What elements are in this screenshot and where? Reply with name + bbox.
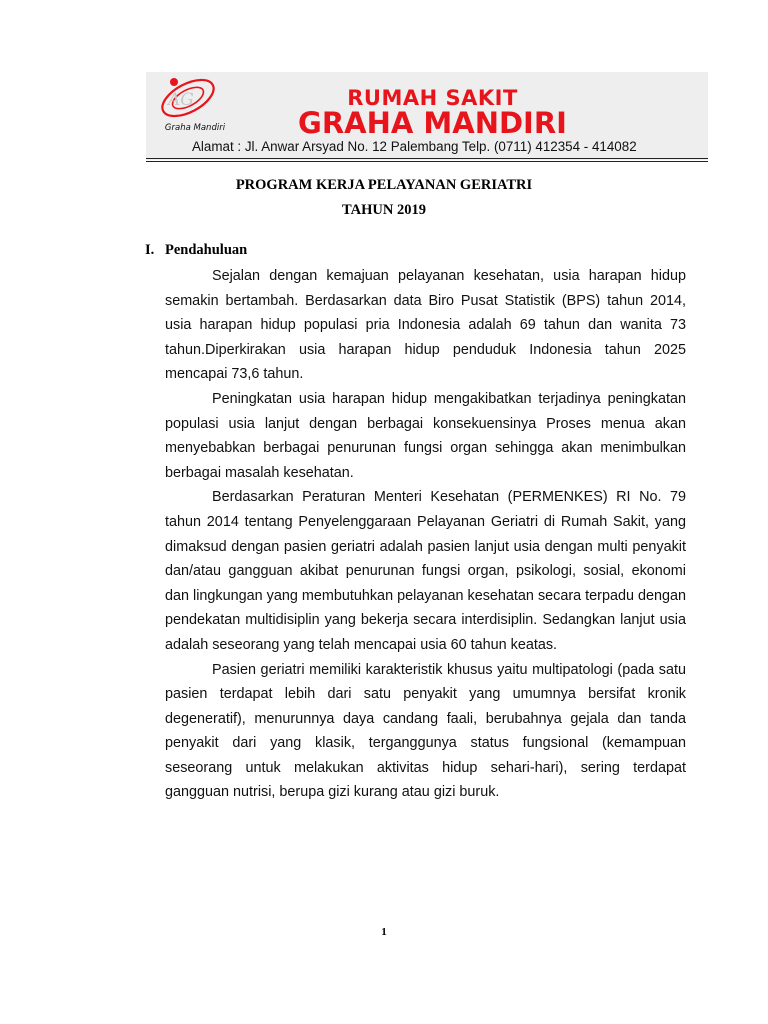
section-number: I.: [145, 242, 155, 258]
hospital-logo: [150, 72, 250, 144]
hospital-address: Alamat : Jl. Anwar Arsyad No. 12 Palembang Telp. (0711) 412354 - 414082: [192, 139, 637, 154]
document-year: TAHUN 2019: [342, 202, 426, 218]
section-body: [165, 264, 686, 805]
logo-emblem-icon: [150, 72, 250, 124]
letterhead-divider: [146, 158, 708, 162]
hospital-name: GRAHA MANDIRI: [298, 106, 567, 140]
svg-text:AG: AG: [168, 90, 194, 110]
paragraph: Pasien geriatri memiliki karakteristik khusus yaitu multipatologi (pada satu pasien terdapat lebih dari satu penyakit yang umumnya bersifat kronik degeneratif), menurunnya daya candang faali, berubahnya gejala dan tanda penyakit dari yang klasik, terganggunya status fungsional (kemampuan seseorang untuk melakukan aktivitas hidup sehari-hari), sering terdapat gangguan nutrisi, berupa gizi kurang atau gizi buruk.: [165, 661, 686, 801]
document-title: PROGRAM KERJA PELAYANAN GERIATRI: [235, 177, 533, 193]
paragraph: Sejalan dengan kemajuan pelayanan kesehatan, usia harapan hidup semakin bertambah. Berdasarkan data Biro Pusat Statistik (BPS) tahun 2014, usia harapan hidup populasi pria Indonesia adalah 69 tahun dan wanita 73 tahun.Diperkirakan usia harapan hidup penduduk Indonesia tahun 2025 mencapai 73,6 tahun.: [165, 268, 686, 383]
hospital-type: RUMAH SAKIT: [347, 86, 518, 110]
logo-caption: Graha Mandiri: [164, 123, 226, 133]
section-title: Pendahuluan: [165, 242, 248, 258]
paragraph: Berdasarkan Peraturan Menteri Kesehatan (PERMENKES) RI No. 79 tahun 2014 tentang Penyelenggaraan Pelayanan Geriatri di Rumah Sakit, yang dimaksud dengan pasien geriatri adalah pasien lanjut usia dengan multi penyakit dan/atau gangguan akibat penurunan fungsi organ, psikologi, sosial, ekonomi dan lingkungan yang membutuhkan pelayanan kesehatan secara terpadu dengan pendekatan multidisiplin yang bekerja secara interdisiplin. Sedangkan lanjut usia adalah seseorang yang telah mencapai usia 60 tahun keatas.: [165, 489, 686, 653]
section-heading: [145, 242, 247, 259]
page-number: 1: [381, 926, 387, 938]
paragraph: Peningkatan usia harapan hidup mengakibatkan terjadinya peningkatan populasi usia lanjut dengan berbagai konsekuensinya Proses menua akan menyebabkan berbagai penurunan fungsi organ sehingga akan menimbulkan berbagai masalah kesehatan.: [165, 390, 686, 481]
